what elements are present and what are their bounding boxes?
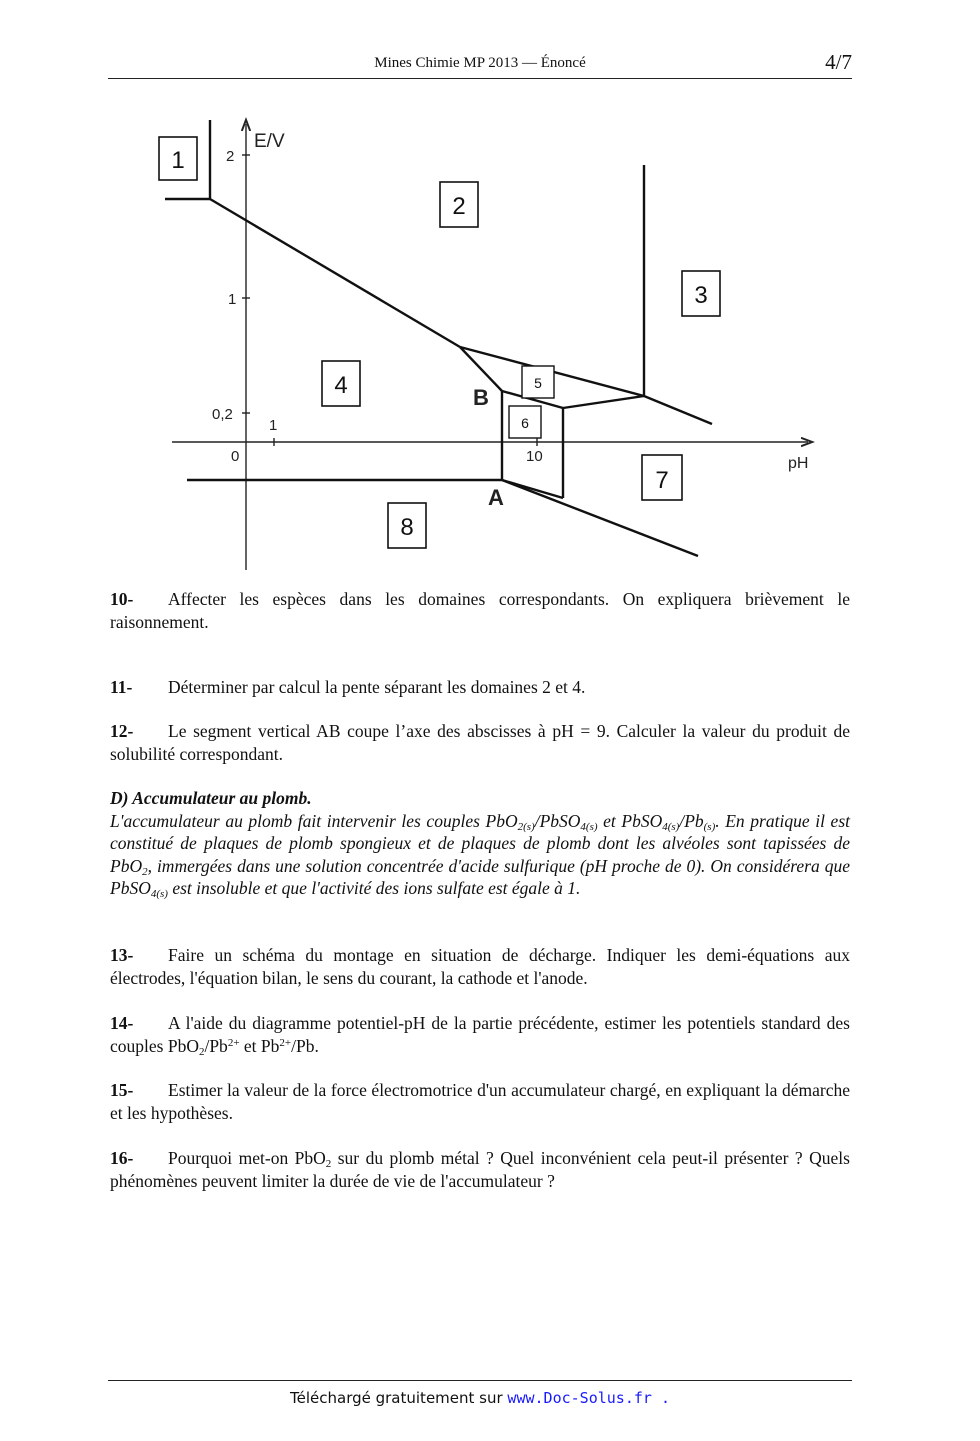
footer-end: . (651, 1389, 670, 1407)
question-number: 13- (110, 945, 134, 965)
page-number: 4/7 (825, 50, 852, 74)
question-number: 16- (110, 1148, 134, 1168)
question-number: 14- (110, 1013, 134, 1033)
svg-text:8: 8 (400, 514, 414, 541)
page-header (108, 52, 852, 79)
question-text: Pourquoi met-on PbO$_2$ sur du plomb métal ? Quel inconvénient cela peut-il présenter ? Quels phénomènes peuvent limiter la durée de vie de l'accumulateur ? (110, 1148, 850, 1191)
y-tick-0-2: 0,2 (212, 406, 233, 423)
question-number: 12- (110, 721, 134, 741)
potential-ph-diagram (0, 100, 980, 570)
question-text: A l'aide du diagramme potentiel-pH de la partie précédente, estimer les potentiels standard des couples $PbO_2/Pb^{2+}$ et $Pb^{2+}/Pb$. (110, 1013, 850, 1058)
question-14 (110, 1012, 850, 1058)
svg-text:2: 2 (452, 193, 466, 220)
question-number: 10- (110, 589, 134, 609)
section-d (110, 787, 850, 900)
point-b-label: B (473, 385, 489, 410)
domain-box-2 (440, 182, 478, 227)
y-tick-1: 1 (228, 291, 237, 308)
y-tick-2: 2 (226, 148, 235, 165)
x-axis-label: pH (788, 455, 809, 472)
question-number: 15- (110, 1080, 134, 1100)
svg-text:4: 4 (334, 372, 348, 399)
domain-box-3 (682, 271, 720, 316)
y-axis-label: E/V (254, 131, 285, 152)
domain-box-6 (509, 406, 541, 438)
question-text: Le segment vertical AB coupe l’axe des abscisses à pH = 9. Calculer la valeur du produit de solubilité correspondant. (110, 721, 850, 764)
page-footer (108, 1380, 852, 1407)
svg-text:7: 7 (655, 467, 669, 494)
question-text: Déterminer par calcul la pente séparant les domaines 2 et 4. (168, 677, 586, 697)
question-12 (110, 720, 850, 766)
question-11 (110, 676, 850, 699)
domain-box-4 (322, 361, 360, 406)
domain-box-8 (388, 503, 426, 548)
question-13 (110, 944, 850, 990)
section-paragraph: L'accumulateur au plomb fait intervenir les couples PbO$_{2(s)}$/PbSO$_{4(s)}$ et $PbSO_{4(s)}/Pb_{(s)}$. En pratique il est constitué de plaques de plomb spongieux et de plaques de plomb dont les alvéoles sont tapissées de PbO$_2$, immergées dans une solution concentrée d'acide sulfurique (pH proche de 0). On considérera que PbSO$_{4(s)}$ est insoluble et que l'activité des ions sulfate est égale à 1. (110, 810, 850, 900)
point-a-label: A (488, 485, 504, 510)
header-title: Mines Chimie MP 2013 — Énoncé (374, 55, 586, 71)
svg-text:6: 6 (521, 415, 529, 431)
footer-link[interactable]: www.Doc-Solus.fr (507, 1389, 652, 1407)
question-10 (110, 588, 850, 634)
question-number: 11- (110, 677, 133, 697)
x-tick-10: 10 (526, 448, 543, 465)
question-15 (110, 1079, 850, 1125)
domain-box-5 (522, 366, 554, 398)
question-text: Faire un schéma du montage en situation de décharge. Indiquer les demi-équations aux électrodes, l'équation bilan, le sens du courant, la cathode et l'anode. (110, 945, 850, 988)
svg-text:1: 1 (171, 147, 185, 174)
question-text: Estimer la valeur de la force électromotrice d'un accumulateur chargé, en expliquant la démarche et les hypothèses. (110, 1080, 850, 1123)
svg-text:3: 3 (694, 282, 708, 309)
question-16 (110, 1147, 850, 1193)
y-tick-0: 0 (231, 448, 240, 465)
question-text: Affecter les espèces dans les domaines correspondants. On expliquera brièvement le raisonnement. (110, 589, 850, 632)
footer-text: Téléchargé gratuitement sur (290, 1389, 508, 1407)
x-tick-1: 1 (269, 417, 278, 434)
domain-boundaries (165, 120, 712, 556)
domain-box-7 (642, 455, 682, 500)
section-heading: D) Accumulateur au plomb. (110, 788, 312, 808)
svg-text:5: 5 (534, 375, 542, 391)
domain-box-1 (159, 137, 197, 180)
